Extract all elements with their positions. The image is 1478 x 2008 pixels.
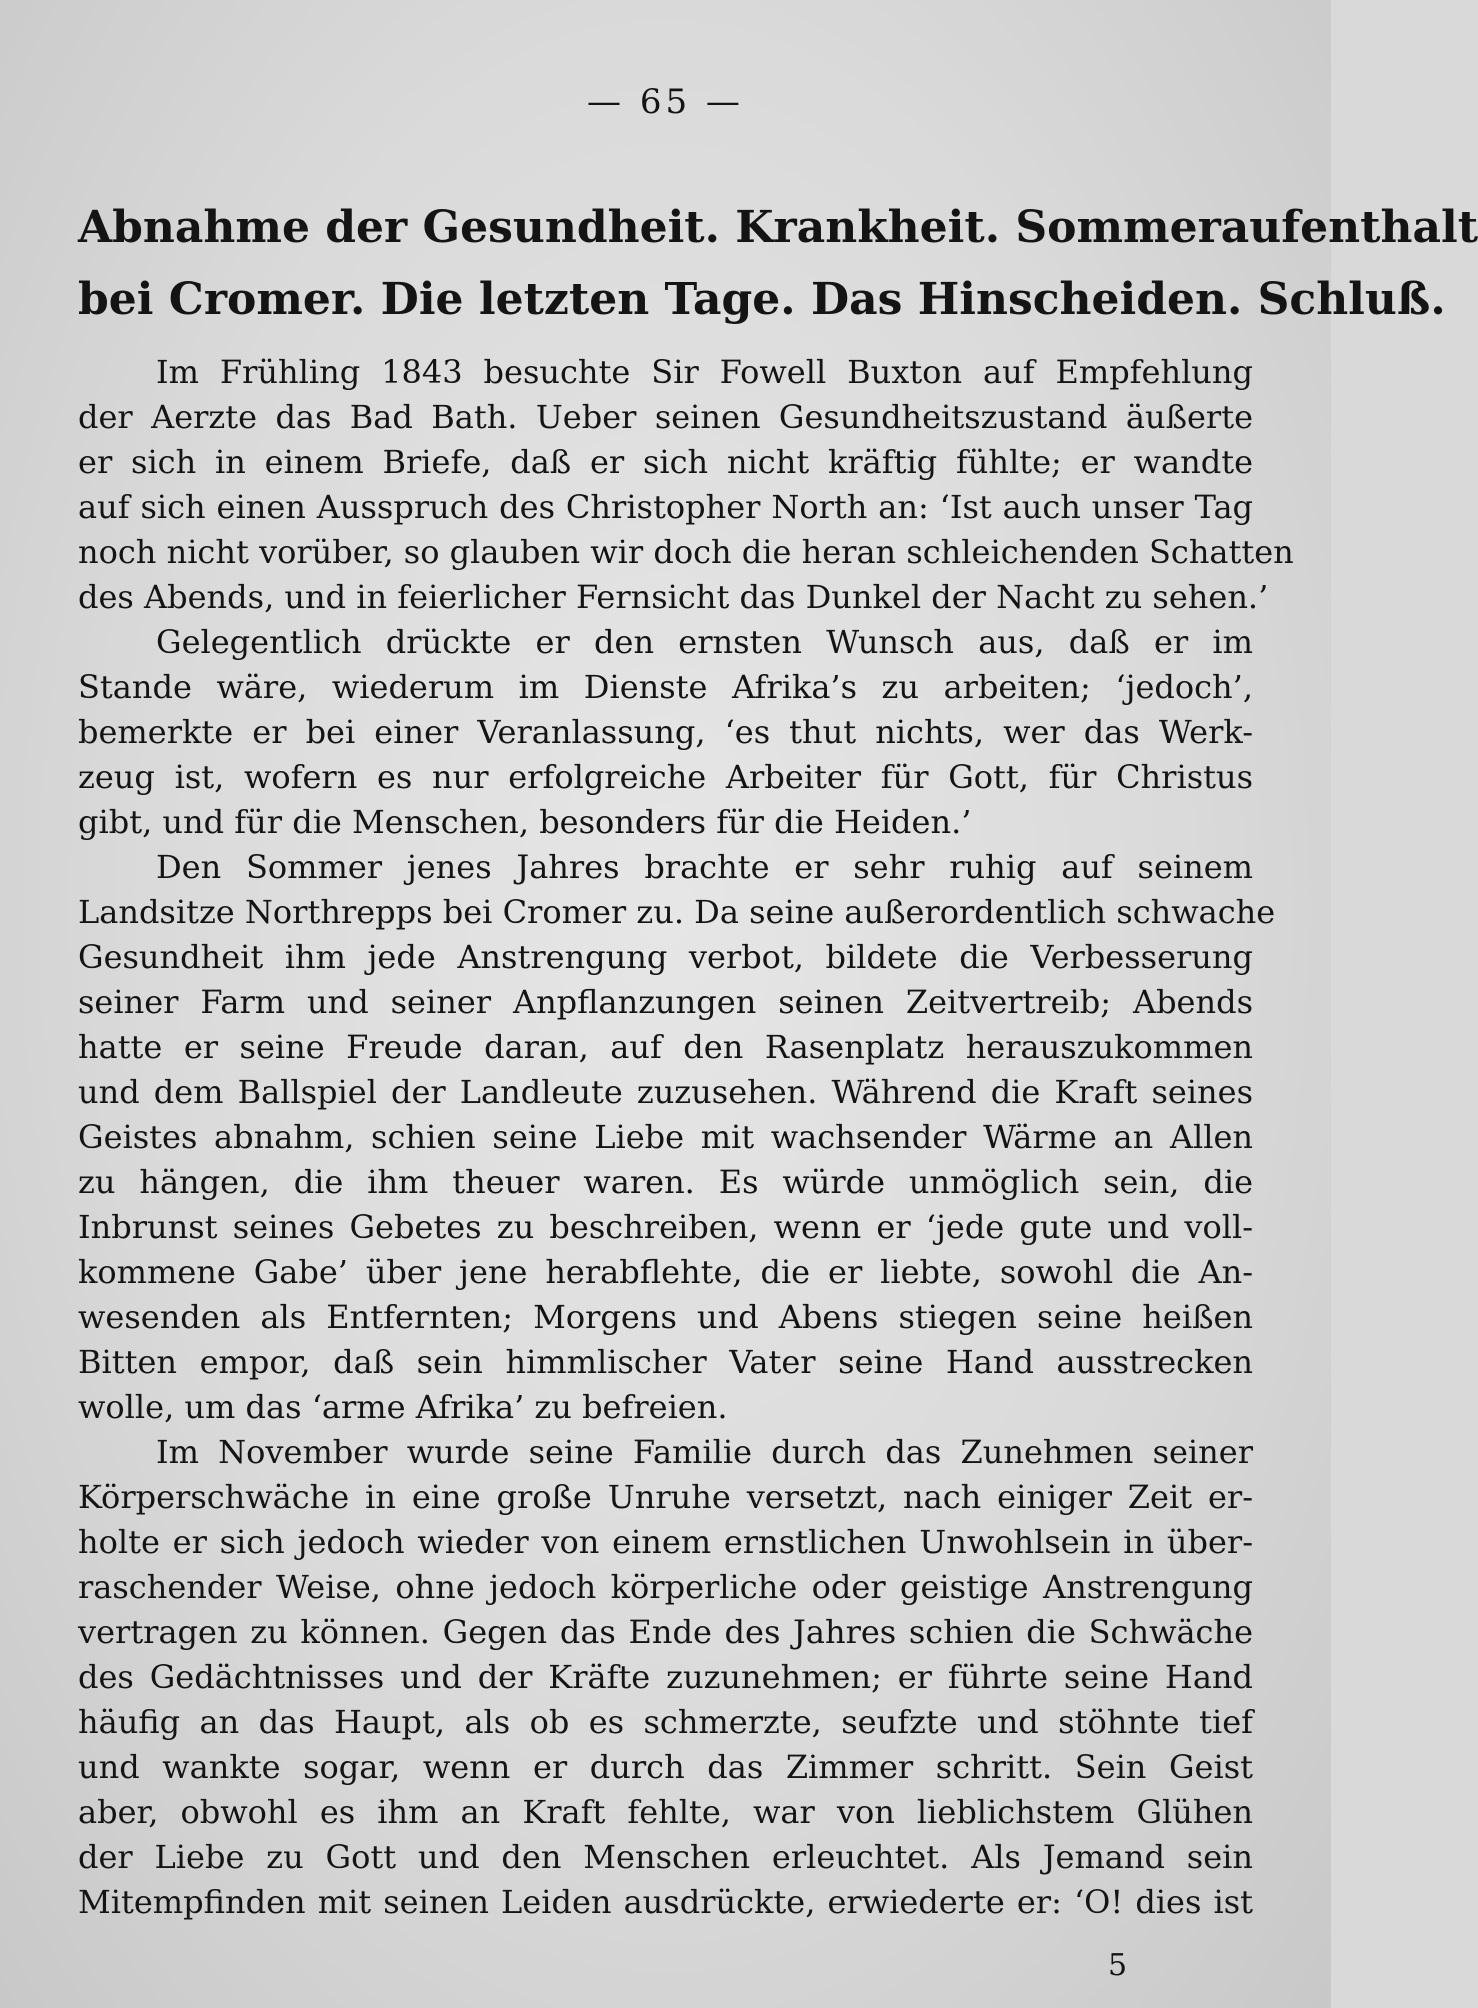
chapter-heading-line-2: bei Cromer. Die letzten Tage. Das Hinscheiden. Schluß. <box>78 274 1446 325</box>
text-line: kommene Gabe’ über jene herabflehte, die er liebte, sowohl die An- <box>78 1253 1253 1291</box>
page-number: — 65 — <box>587 82 744 122</box>
text-line: Inbrunst seines Gebetes zu beschreiben, wenn er ‘jede gute und voll- <box>78 1208 1253 1246</box>
text-line: häufig an das Haupt, als ob es schmerzte, seufzte und stöhnte tief <box>78 1703 1253 1741</box>
text-line: er sich in einem Briefe, daß er sich nicht kräftig fühlte; er wandte <box>78 443 1253 481</box>
text-line: zu hängen, die ihm theuer waren. Es würde unmöglich sein, die <box>78 1163 1253 1201</box>
text-line: zeug ist, wofern es nur erfolgreiche Arbeiter für Gott, für Christus <box>78 758 1253 796</box>
text-line: seiner Farm und seiner Anpflanzungen seinen Zeitvertreib; Abends <box>78 983 1253 1021</box>
text-line: Körperschwäche in eine große Unruhe versetzt, nach einiger Zeit er- <box>78 1478 1253 1516</box>
text-line: des Gedächtnisses und der Kräfte zuzunehmen; er führte seine Hand <box>78 1658 1253 1696</box>
text-line: und wankte sogar, wenn er durch das Zimmer schritt. Sein Geist <box>78 1748 1253 1786</box>
text-line: Geistes abnahm, schien seine Liebe mit wachsender Wärme an Allen <box>78 1118 1253 1156</box>
text-line: Landsitze Northrepps bei Cromer zu. Da seine außerordentlich schwache <box>78 893 1276 931</box>
body-text <box>78 350 1294 1925</box>
text-line: bemerkte er bei einer Veranlassung, ‘es thut nichts, wer das Werk- <box>78 713 1253 751</box>
text-line: Im Frühling 1843 besuchte Sir Fowell Buxton auf Empfehlung <box>156 353 1253 391</box>
text-line: Den Sommer jenes Jahres brachte er sehr ruhig auf seinem <box>156 848 1253 886</box>
text-line: des Abends, und in feierlicher Fernsicht das Dunkel der Nacht zu sehen.’ <box>78 578 1269 616</box>
text-line: wolle, um das ‘arme Afrika’ zu befreien. <box>78 1388 728 1426</box>
text-line: raschender Weise, ohne jedoch körperliche oder geistige Anstrengung <box>78 1568 1253 1606</box>
text-line: Mitempfinden mit seinen Leiden ausdrückte, erwiederte er: ‘O! dies ist <box>78 1883 1253 1921</box>
text-line: der Liebe zu Gott und den Menschen erleuchtet. Als Jemand sein <box>78 1838 1253 1876</box>
text-line: Im November wurde seine Familie durch das Zunehmen seiner <box>156 1433 1253 1471</box>
text-line: hatte er seine Freude daran, auf den Rasenplatz herauszukommen <box>78 1028 1253 1066</box>
text-line: aber, obwohl es ihm an Kraft fehlte, war von lieblichstem Glühen <box>78 1793 1253 1831</box>
text-line: wesenden als Entfernten; Morgens und Abens stiegen seine heißen <box>78 1298 1253 1336</box>
text-line: noch nicht vorüber, so glauben wir doch die heran schleichenden Schatten <box>78 533 1294 571</box>
text-line: der Aerzte das Bad Bath. Ueber seinen Gesundheitszustand äußerte <box>78 398 1253 436</box>
text-line: holte er sich jedoch wieder von einem ernstlichen Unwohlsein in über- <box>78 1523 1253 1561</box>
text-line: und dem Ballspiel der Landleute zuzusehen. Während die Kraft seines <box>78 1073 1253 1111</box>
text-line: gibt, und für die Menschen, besonders für die Heiden.’ <box>78 803 972 841</box>
signature-mark: 5 <box>1108 1948 1128 1983</box>
text-line: Gelegentlich drückte er den ernsten Wunsch aus, daß er im <box>156 623 1253 661</box>
text-line: Stande wäre, wiederum im Dienste Afrika’s zu arbeiten; ‘jedoch’, <box>78 668 1253 706</box>
text-line: Bitten empor, daß sein himmlischer Vater seine Hand ausstrecken <box>78 1343 1253 1381</box>
text-line: Gesundheit ihm jede Anstrengung verbot, bildete die Verbesserung <box>78 938 1253 976</box>
text-line: auf sich einen Ausspruch des Christopher North an: ‘Ist auch unser Tag <box>78 488 1253 526</box>
chapter-heading-line-1: Abnahme der Gesundheit. Krankheit. Sommeraufenthalt <box>78 202 1478 253</box>
text-line: vertragen zu können. Gegen das Ende des Jahres schien die Schwäche <box>78 1613 1253 1651</box>
